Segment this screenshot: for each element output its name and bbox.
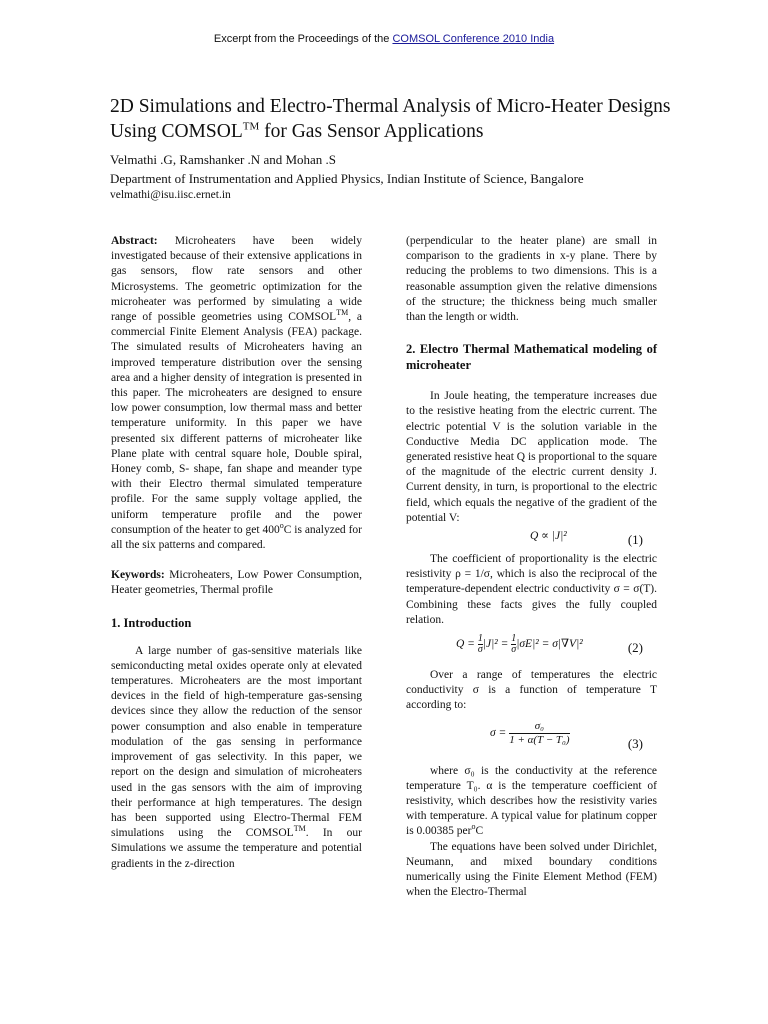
- paper-title: 2D Simulations and Electro-Thermal Analysis of Micro-Heater Designs Using COMSOL™ for Gas Sensor Applications: [110, 96, 671, 142]
- left-column: [111, 234, 362, 872]
- right-column: [406, 234, 657, 901]
- equation-2-lhs: Q =: [456, 638, 475, 651]
- excerpt-prefix: Excerpt from the Proceedings of the: [213, 33, 393, 45]
- equation-3-fraction: [509, 720, 569, 747]
- abstract: Abstract: Microheaters have been widely investigated because of their extensive applications in gas sensors, flow rate sensors and other Microsystems. The geometric optimization for the microheater was performed by simulating a wide range of possible geometries using COMSOL™, a commercial Finite Element Analysis (FEA) package. The simulated results of Microheaters having an improved temperature distribution over the sensing area and a higher density of integration is presented in this paper. The microheaters are designed to ensure low power consumption, low thermal mass and better temperature uniformity. In this paper we have presented six different patterns of microheater like Plane plate with central square hole, Double spiral, Honey comb, S- shape, fan shape and meander type with their Electro thermal simulated temperature profile. For the same supply voltage applied, the uniform temperature profile and the power consumption of the heater to get 400$^o$C is analyzed for all the six patterns and compared.: [111, 235, 362, 552]
- equation-1-number: (1): [627, 532, 643, 548]
- affiliation: Department of Instrumentation and Applied Physics, Indian Institute of Science, Bangalore: [110, 171, 584, 186]
- equation-3-number: (3): [627, 735, 643, 751]
- section-heading-introduction: 1. Introduction: [111, 615, 192, 630]
- boundary-conditions-paragraph: The equations have been solved under Dirichlet, Neumann, and mixed boundary conditions numerically using the Finite Element Method (FEM) when the Electro-Thermal: [406, 840, 657, 899]
- conductivity-paragraph: Over a range of temperatures the electric conductivity σ is a function of temperature T according to:: [406, 669, 657, 712]
- introduction-paragraph: A large number of gas-sensitive materials like semiconducting metal oxides operate only at elevated temperatures. Microheaters are the most important devices in the field of high-temperature gas-sensing devices since they allow the reduction of the sensor power consumption and also enable in temperature modulation of the gas sensing in performance improvement of gas selectivity. In this paper, we report on the design and simulation of microheaters used in the gas sensors with the aim of improving their performance at high temperatures. The design has been supported using Electro-Thermal FEM simulations using the COMSOL™. In our Simulations we assume the temperature and potential gradients in the z-direction: [111, 644, 362, 870]
- abstract-label: Abstract:: [111, 235, 158, 247]
- reference-temperature-paragraph: where σ₀ is the conductivity at the reference temperature T₀. α is the temperature coefficient of resistivity, which describes how the resistivity varies with temperature. A typical value for platinum copper is 0.00385 per$^o$C: [406, 764, 657, 838]
- author-email: velmathi@isu.iisc.ernet.in: [110, 189, 231, 201]
- equation-2-rhs: = σ|∇V|²: [541, 638, 583, 651]
- equation-3-lhs: σ =: [490, 726, 507, 739]
- equation-2: Q = $\frac{1}{\sigma}$ |J|² = $\frac{1}{\sigma}$ |σE|² = σ|∇V|² (2): [456, 633, 643, 656]
- equation-2-number: (2): [627, 640, 643, 656]
- equation-2-fraction-b: $\frac{1}{\sigma}$: [511, 633, 517, 656]
- authors: Velmathi .G, Ramshanker .N and Mohan .S: [110, 152, 337, 167]
- title-trademark: TM: [242, 120, 260, 133]
- equation-3-numerator: σ₀: [534, 719, 544, 732]
- section-heading-modeling: 2. Electro Thermal Mathematical modeling of microheater: [406, 342, 657, 373]
- conference-excerpt-header: [0, 33, 768, 45]
- equation-3-denominator: 1 + α(T − T₀): [509, 733, 570, 746]
- equation-1-expression: Q ∝ |J|²: [530, 530, 567, 543]
- equation-1: [406, 526, 657, 548]
- conference-link[interactable]: COMSOL Conference 2010 India: [392, 33, 555, 45]
- intro-continuation: (perpendicular to the heater plane) are small in comparison to the gradients in x-y plane. There by reducing the problems to two dimensions. This is a reasonable assumption given the relative dimensions of the structure; the thickness being much smaller than the length or width.: [406, 235, 657, 324]
- equation-2-fraction-a: $\frac{1}{\sigma}$: [477, 633, 483, 656]
- joule-heating-paragraph: In Joule heating, the temperature increases due to the resistive heating from the electric current. The electric potential V is the solution variable in the Conductive Media DC application mode. The generated resistive heat Q is proportional to the square of the magnitude of the electric current density J. Current density, in turn, is proportional to the electric field, which equals the negative of the gradient of the potential V:: [406, 390, 658, 524]
- equation-3: [406, 714, 657, 754]
- keywords-label: Keywords:: [111, 569, 165, 582]
- resistivity-paragraph: The coefficient of proportionality is the electric resistivity ρ = 1/σ, which is also the reciprocal of the temperature-dependent electric conductivity σ = σ(T). Combining these facts gives the fully coupled relation.: [406, 553, 657, 626]
- keywords: Keywords: Microheaters, Low Power Consumption, Heater geometries, Thermal profile: [111, 569, 362, 597]
